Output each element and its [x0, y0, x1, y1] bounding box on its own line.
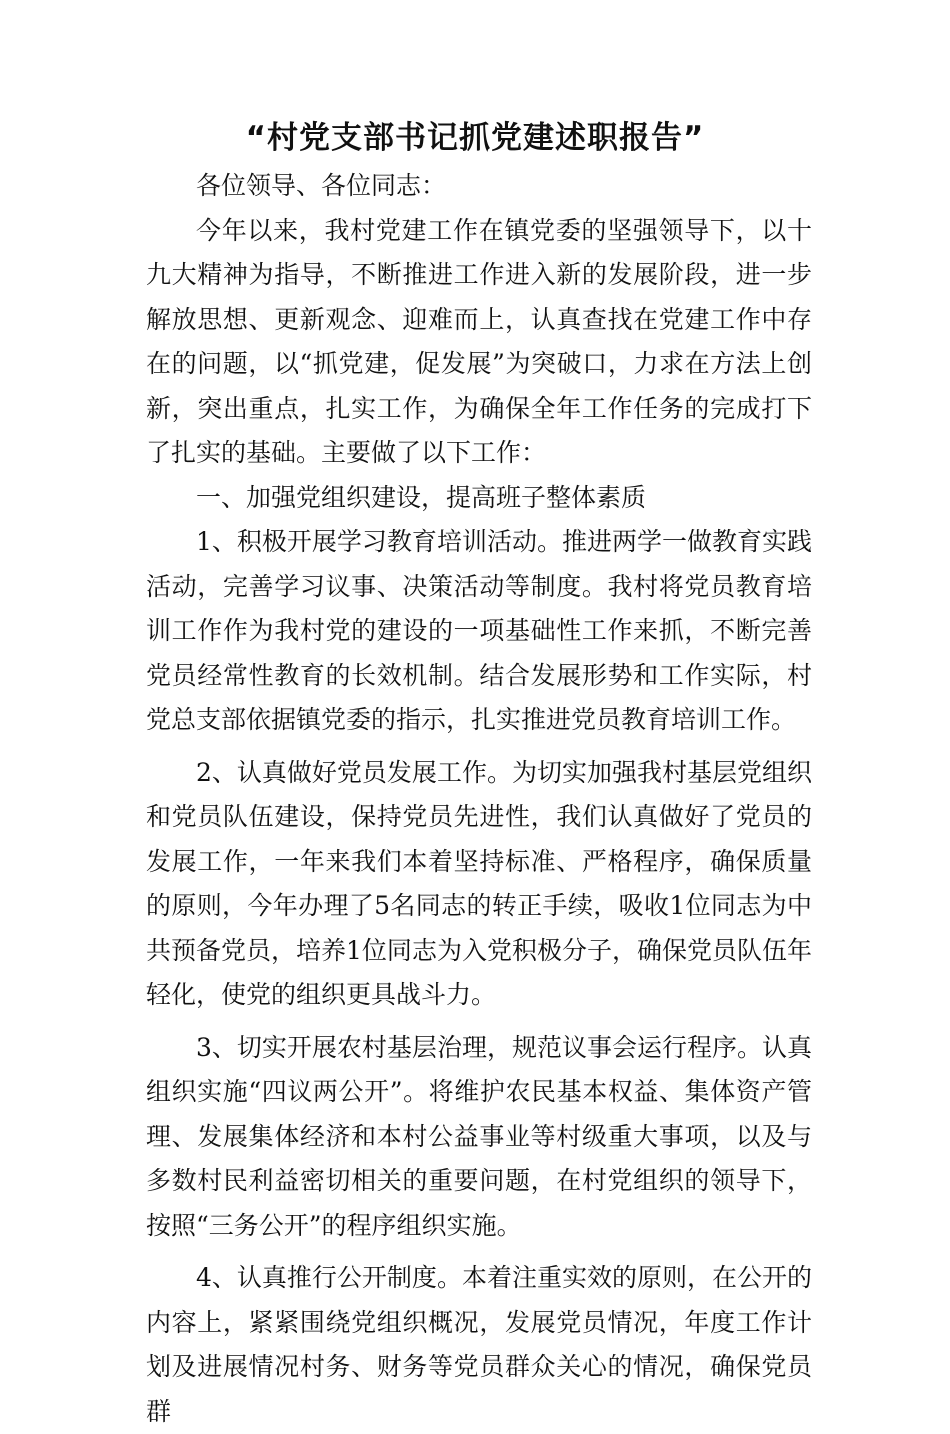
section-heading-1: 一、加强党组织建设，提高班子整体素质 [196, 482, 647, 512]
paragraph-item-3: 3、切实开展农村基层治理，规范议事会运行程序。认真组织实施“四议两公开”。将维护农民基本权益、集体资产管理、发展集体经济和本村公益事业等村级重大事项，以及与多数村民利益密切相关的重要问题，在村党组织的领导下，按照“三务公开”的程序组织实施。 [146, 1032, 812, 1240]
paragraph-item-1: 1、积极开展学习教育培训活动。推进两学一做教育实践活动，完善学习议事、决策活动等制度。我村将党员教育培训工作作为我村党的建设的一项基础性工作来抓，不断完善党员经常性教育的长效机制。结合发展形势和工作实际，村党总支部依据镇党委的指示，扎实推进党员教育培训工作。 [146, 527, 812, 734]
document-title: “村党支部书记抓党建述职报告” [245, 120, 705, 156]
paragraph-item-4: 4、认真推行公开制度。本着注重实效的原则，在公开的内容上，紧紧围绕党组织概况，发展党员情况，年度工作计划及进展情况村务、财务等党员群众关心的情况，确保党员群 [146, 1263, 812, 1426]
document-body [146, 164, 812, 1434]
paragraph-intro: 今年以来，我村党建工作在镇党委的坚强领导下，以十九大精神为指导，不断推进工作进入新的发展阶段，进一步解放思想、更新观念、迎难而上，认真查找在党建工作中存在的问题，以“抓党建，促发展”为突破口，力求在方法上创新，突出重点，扎实工作，为确保全年工作任务的完成打下了扎实的基础。主要做了以下工作： [146, 215, 812, 467]
paragraph-greeting: 各位领导、各位同志： [196, 171, 447, 200]
paragraph-item-2: 2、认真做好党员发展工作。为切实加强我村基层党组织和党员队伍建设，保持党员先进性，我们认真做好了党员的发展工作，一年来我们本着坚持标准、严格程序，确保质量的原则，今年办理了5名同志的转正手续，吸收1位同志为中共预备党员，培养1位同志为入党积极分子，确保党员队伍年轻化，使党的组织更具战斗力。 [146, 757, 812, 1009]
